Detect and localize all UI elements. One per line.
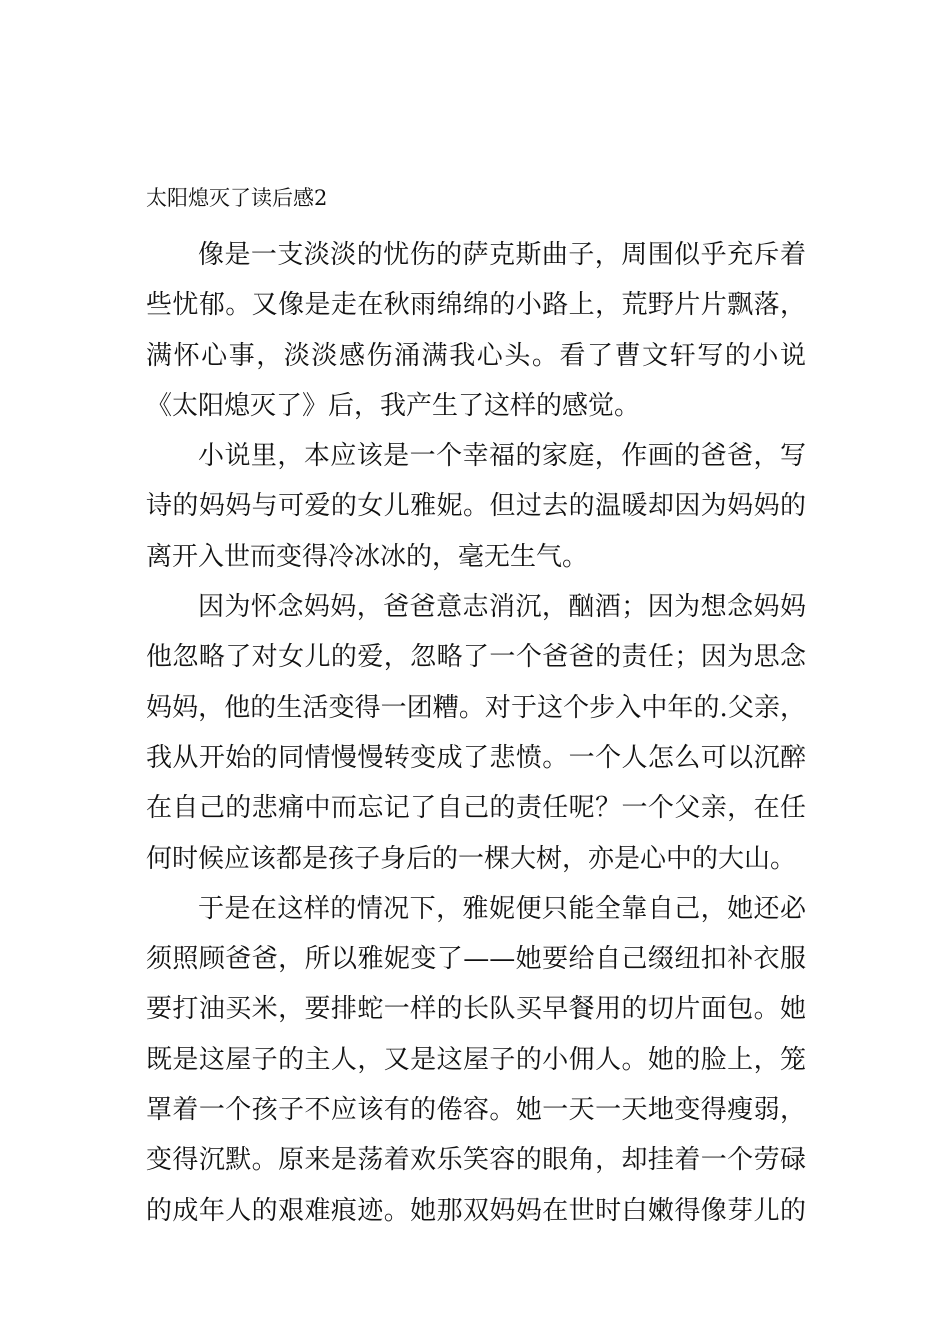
text-line: 些忧郁。又像是走在秋雨绵绵的小路上，荒野片片飘落， [146,290,806,321]
text-line: 于是在这样的情况下，雅妮便只能全靠自己，她还必 [198,893,806,924]
paragraph-4 [146,884,806,1236]
text-line: 因为怀念妈妈，爸爸意志消沉，酗酒；因为想念妈妈 [198,592,806,623]
text-line: 罩着一个孩子不应该有的倦容。她一天一天地变得瘦弱， [146,1095,806,1126]
text-line: 他忽略了对女儿的爱，忽略了一个爸爸的责任；因为思念 [146,642,806,673]
paragraph-2 [146,431,806,582]
text-line: 诗的妈妈与可爱的女儿雅妮。但过去的温暖却因为妈妈的 [146,491,806,522]
text-line: 像是一支淡淡的忧伤的萨克斯曲子，周围似乎充斥着 [198,240,806,270]
text-line: 须照顾爸爸，所以雅妮变了——她要给自己缀纽扣补衣服 [146,944,806,975]
text-line: 要打油买米，要排蛇一样的长队买早餐用的切片面包。她 [146,994,806,1025]
text-line: 我从开始的同情慢慢转变成了悲愤。一个人怎么可以沉醉 [146,742,806,773]
text-line: 何时候应该都是孩子身后的一棵大树，亦是心中的大山。 [146,843,797,874]
paragraph-1 [146,230,806,431]
text-line: 小说里，本应该是一个幸福的家庭，作画的爸爸，写 [198,441,806,472]
document-title: 太阳熄灭了读后感2 [146,186,328,210]
text-line: 离开入世而变得冷冰冰的，毫无生气。 [146,541,589,572]
text-line: 的成年人的艰难痕迹。她那双妈妈在世时白嫩得像芽儿的 [146,1195,806,1226]
text-line: 妈妈，他的生活变得一团糟。对于这个步入中年的.父亲， [146,692,806,723]
text-line: 在自己的悲痛中而忘记了自己的责任呢？一个父亲，在任 [146,793,806,824]
document-body [146,230,806,1236]
text-line: 变得沉默。原来是荡着欢乐笑容的眼角，却挂着一个劳碌 [146,1145,806,1176]
text-line: 既是这屋子的主人，又是这屋子的小佣人。她的脸上，笼 [146,1044,806,1075]
text-line: 《太阳熄灭了》后，我产生了这样的感觉。 [146,390,641,421]
paragraph-3 [146,582,806,884]
text-line: 满怀心事，淡淡感伤涌满我心头。看了曹文轩写的小说 [146,340,806,371]
